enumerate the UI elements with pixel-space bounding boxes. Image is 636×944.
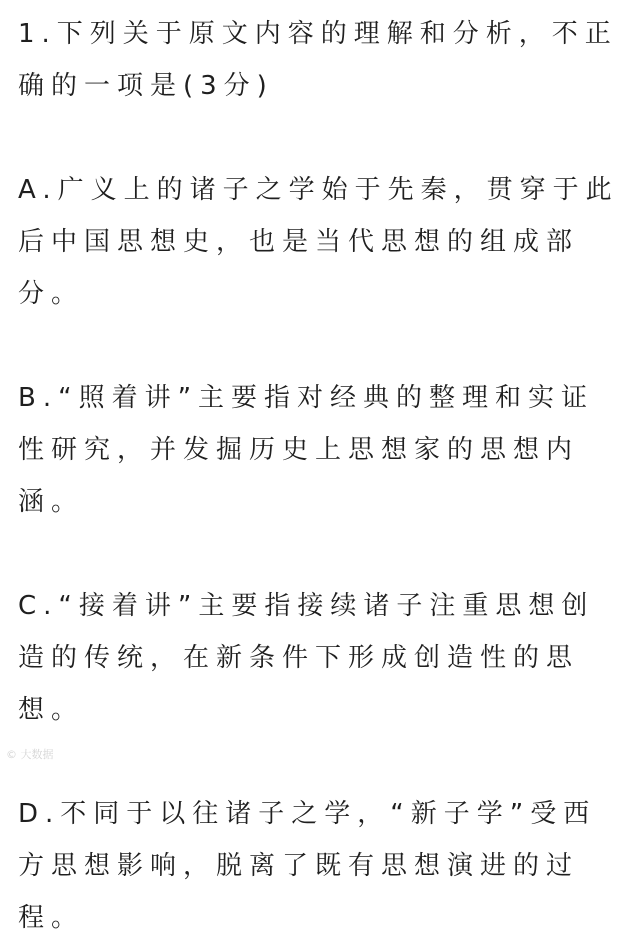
option-a[interactable]: A.广义上的诸子之学始于先秦，贯穿于此后中国思想史，也是当代思想的组成部分。: [18, 175, 619, 309]
option-d[interactable]: D.不同于以往诸子之学，“新子学”受西方思想影响，脱离了既有思想演进的过程。: [18, 799, 597, 933]
spacer: [18, 320, 624, 372]
spacer: [18, 736, 624, 788]
option-b[interactable]: B.“照着讲”主要指对经典的整理和实证性研究，并发掘历史上思想家的思想内涵。: [18, 383, 595, 517]
spacer: [18, 528, 624, 580]
question-stem: 1.下列关于原文内容的理解和分析，不正确的一项是(3分): [18, 19, 618, 101]
question-page: [18, 8, 624, 944]
watermark: © 大数据: [6, 748, 54, 761]
spacer: [18, 112, 624, 164]
option-c[interactable]: C.“接着讲”主要指接续诸子注重思想创造的传统，在新条件下形成创造性的思想。: [18, 591, 595, 725]
